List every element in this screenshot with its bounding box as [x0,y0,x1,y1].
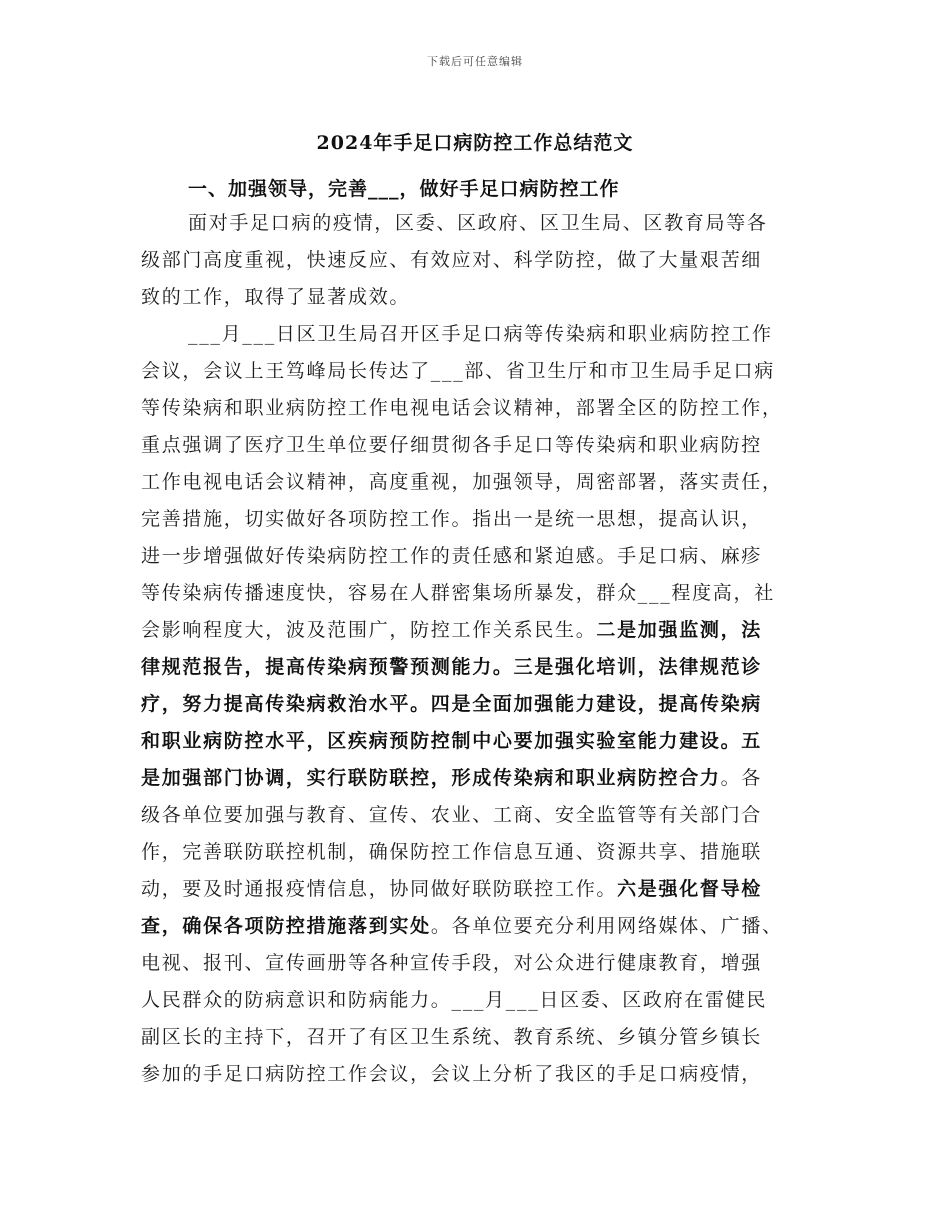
text-segment: 级各单位要加强与教育、宣传、农业、工商、安全监管等有关部门合 [141,804,763,826]
bold-text-segment: 和职业病防控水平，区疾病预防控制中心要加强实验室能力建设。五 [141,730,763,752]
bold-text-segment: 律规范报告，提高传染病预警预测能力。三是强化培训，法律规范诊 [141,656,763,678]
text-segment: 会影响程度大，波及范围广，防控工作关系民生。 [141,619,597,641]
paragraph-line [141,316,821,353]
paragraph-line [141,686,821,723]
bold-text-segment: 六是强化督导检 [617,878,763,900]
text-segment: 等传染病和职业病防控工作电视电话会议精神，部署全区的防控工作， [141,397,783,419]
text-segment: 完善措施，切实做好各项防控工作。指出一是统一思想，提高认识， [141,508,763,530]
text-segment: 。各单位要充分利用网络媒体、广播、 [430,915,783,937]
paragraph-line [141,390,821,427]
text-segment: 工作电视电话会议精神，高度重视，加强领导，周密部署，落实责任， [141,471,783,493]
paragraph-line [141,760,821,797]
paragraph-line [141,242,821,279]
text-segment: 电视、报刊、宣传画册等各种宣传手段，对公众进行健康教育，增强 [141,952,763,974]
text-segment: 级部门高度重视，快速反应、有效应对、科学防控，做了大量艰苦细 [141,249,763,271]
paragraph-line [141,427,821,464]
document-title: 2024年手足口病防控工作总结范文 [316,132,634,154]
paragraph-line [141,464,821,501]
paragraph-line [141,1019,821,1056]
text-segment: 。各 [720,767,763,789]
text-segment: 等传染病传播速度快，容易在人群密集场所暴发，群众___程度高，社 [141,582,775,604]
paragraph-line [141,649,821,686]
text-segment: 重点强调了医疗卫生单位要仔细贯彻各手足口等传染病和职业病防控 [141,434,763,456]
bold-text-segment: 二是加强监测，法 [596,619,763,641]
paragraph-line [141,982,821,1019]
text-segment: 作，完善联防联控机制，确保防控工作信息互通、资源共享、措施联 [141,841,763,863]
text-segment: 会议，会议上王笃峰局长传达了___部、省卫生厅和市卫生局手足口病 [141,360,775,382]
paragraph-line [141,1056,821,1093]
bold-text-segment: 是加强部门协调，实行联防联控，形成传染病和职业病防控合力 [141,767,721,789]
text-segment: ___月___日区卫生局召开区手足口病等传染病和职业病防控工作 [188,323,773,345]
text-segment: 人民群众的防病意识和防病能力。___月___日区委、区政府在雷健民 [141,989,768,1011]
paragraph-line [141,279,821,316]
paragraph-line [141,834,821,871]
paragraph-line [141,797,821,834]
paragraph-line [141,501,821,538]
bold-text-segment: 疗，努力提高传染病救治水平。四是全面加强能力建设，提高传染病 [141,693,763,715]
document-body [141,205,821,1093]
paragraph-line [141,612,821,649]
paragraph-line [141,575,821,612]
paragraph-line [141,538,821,575]
text-segment: 动，要及时通报疫情信息，协同做好联防联控工作。 [141,878,618,900]
page-header-note: 下载后可任意编辑 [427,55,523,68]
bold-text-segment: 查，确保各项防控措施落到实处 [141,915,431,937]
section-heading: 一、加强领导，完善___，做好手足口病防控工作 [188,178,620,200]
paragraph-line [141,353,821,390]
paragraph-line [141,871,821,908]
text-segment: 副区长的主持下，召开了有区卫生系统、教育系统、乡镇分管乡镇长 [141,1026,763,1048]
text-segment: 面对手足口病的疫情，区委、区政府、区卫生局、区教育局等各 [188,212,768,234]
paragraph-line [141,723,821,760]
paragraph-line [141,205,821,242]
text-segment: 致的工作，取得了显著成效。 [141,286,411,308]
paragraph-line [141,945,821,982]
text-segment: 参加的手足口病防控工作会议，会议上分析了我区的手足口病疫情， [141,1063,763,1085]
paragraph-line [141,908,821,945]
text-segment: 进一步增强做好传染病防控工作的责任感和紧迫感。手足口病、麻疹 [141,545,763,567]
